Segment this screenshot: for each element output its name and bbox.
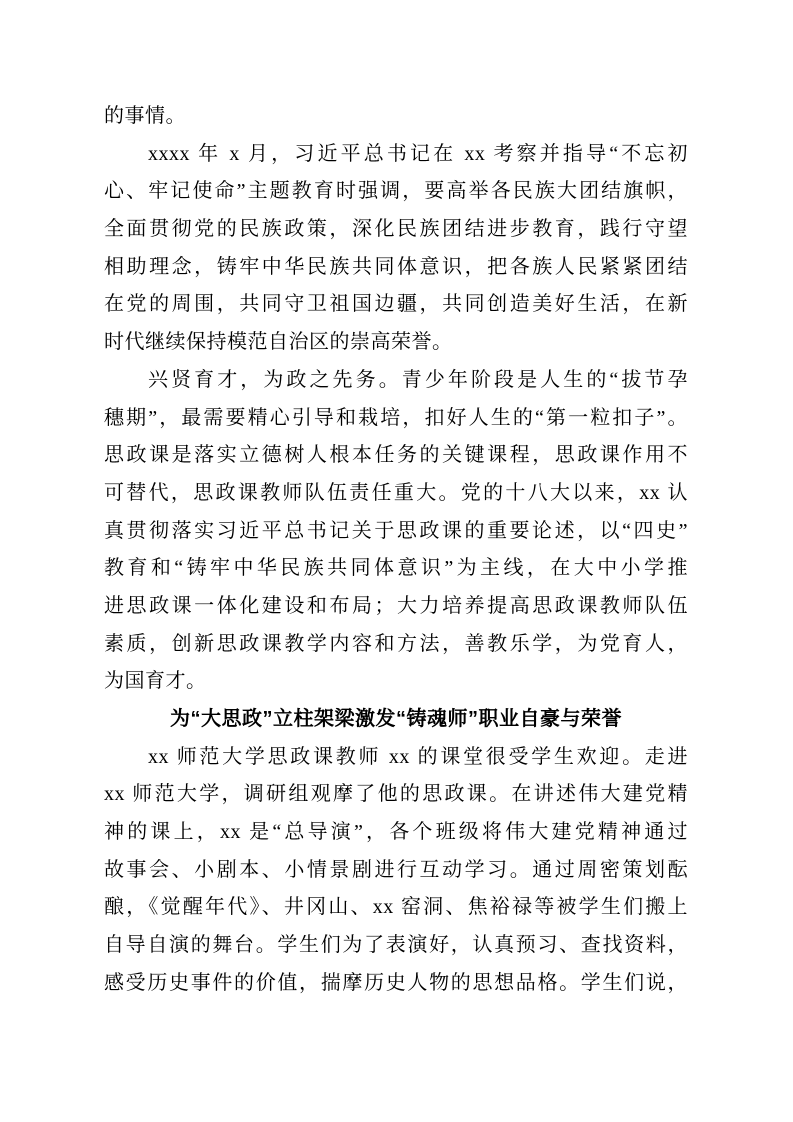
text-line: 教育和“铸牢中华民族共同体意识”为主线，在大中小学推	[104, 557, 688, 580]
text-line: 可替代，思政课教师队伍责任重大。党的十八大以来，xx 认	[104, 481, 688, 504]
text-line: 真贯彻落实习近平总书记关于思政课的重要论述，以“四史”	[104, 519, 688, 542]
text-line: 进思政课一体化建设和布局；大力培养提高思政课教师队伍	[104, 594, 688, 617]
text-line: xx 师范大学，调研组观摩了他的思政课。在讲述伟大建党精	[104, 783, 688, 806]
text-line: 相助理念，铸牢中华民族共同体意识，把各族人民紧紧团结	[104, 255, 688, 278]
section-heading: 为“大思政”立柱架梁激发“铸魂师”职业自豪与荣誉	[170, 708, 622, 730]
text-line: 故事会、小剧本、小情景剧进行互动学习。通过周密策划酝	[104, 858, 688, 881]
text-line: 在党的周围，共同守卫祖国边疆，共同创造美好生活，在新	[104, 293, 688, 316]
text-line: xx 师范大学思政课教师 xx 的课堂很受学生欢迎。走进	[148, 745, 688, 768]
text-line: 为国育才。	[104, 670, 207, 693]
text-line: 兴贤育才，为政之先务。青少年阶段是人生的“拔节孕	[148, 368, 688, 391]
text-line: 的事情。	[104, 105, 186, 127]
text-line: 神的课上，xx 是“总导演”，各个班级将伟大建党精神通过	[104, 821, 688, 844]
text-line: xxxx 年 x 月，习近平总书记在 xx 考察并指导“不忘初	[148, 142, 688, 165]
text-line: 自导自演的舞台。学生们为了表演好，认真预习、查找资料，	[104, 934, 688, 957]
text-line: 时代继续保持模范自治区的崇高荣誉。	[104, 331, 453, 354]
text-line: 穗期”，最需要精心引导和栽培，扣好人生的“第一粒扣子”。	[104, 406, 688, 429]
text-line: 感受历史事件的价值，揣摩历史人物的思想品格。学生们说，	[104, 971, 688, 994]
text-line: 思政课是落实立德树人根本任务的关键课程，思政课作用不	[104, 444, 688, 467]
text-line: 全面贯彻党的民族政策，深化民族团结进步教育，践行守望	[104, 218, 688, 241]
text-block	[104, 98, 688, 1003]
text-line: 酿，《觉醒年代》、井冈山、xx 窑洞、焦裕禄等被学生们搬上	[104, 896, 688, 919]
text-line: 心、牢记使命”主题教育时强调，要高举各民族大团结旗帜，	[104, 180, 688, 203]
text-line: 素质，创新思政课教学内容和方法，善教乐学，为党育人，	[104, 632, 688, 655]
